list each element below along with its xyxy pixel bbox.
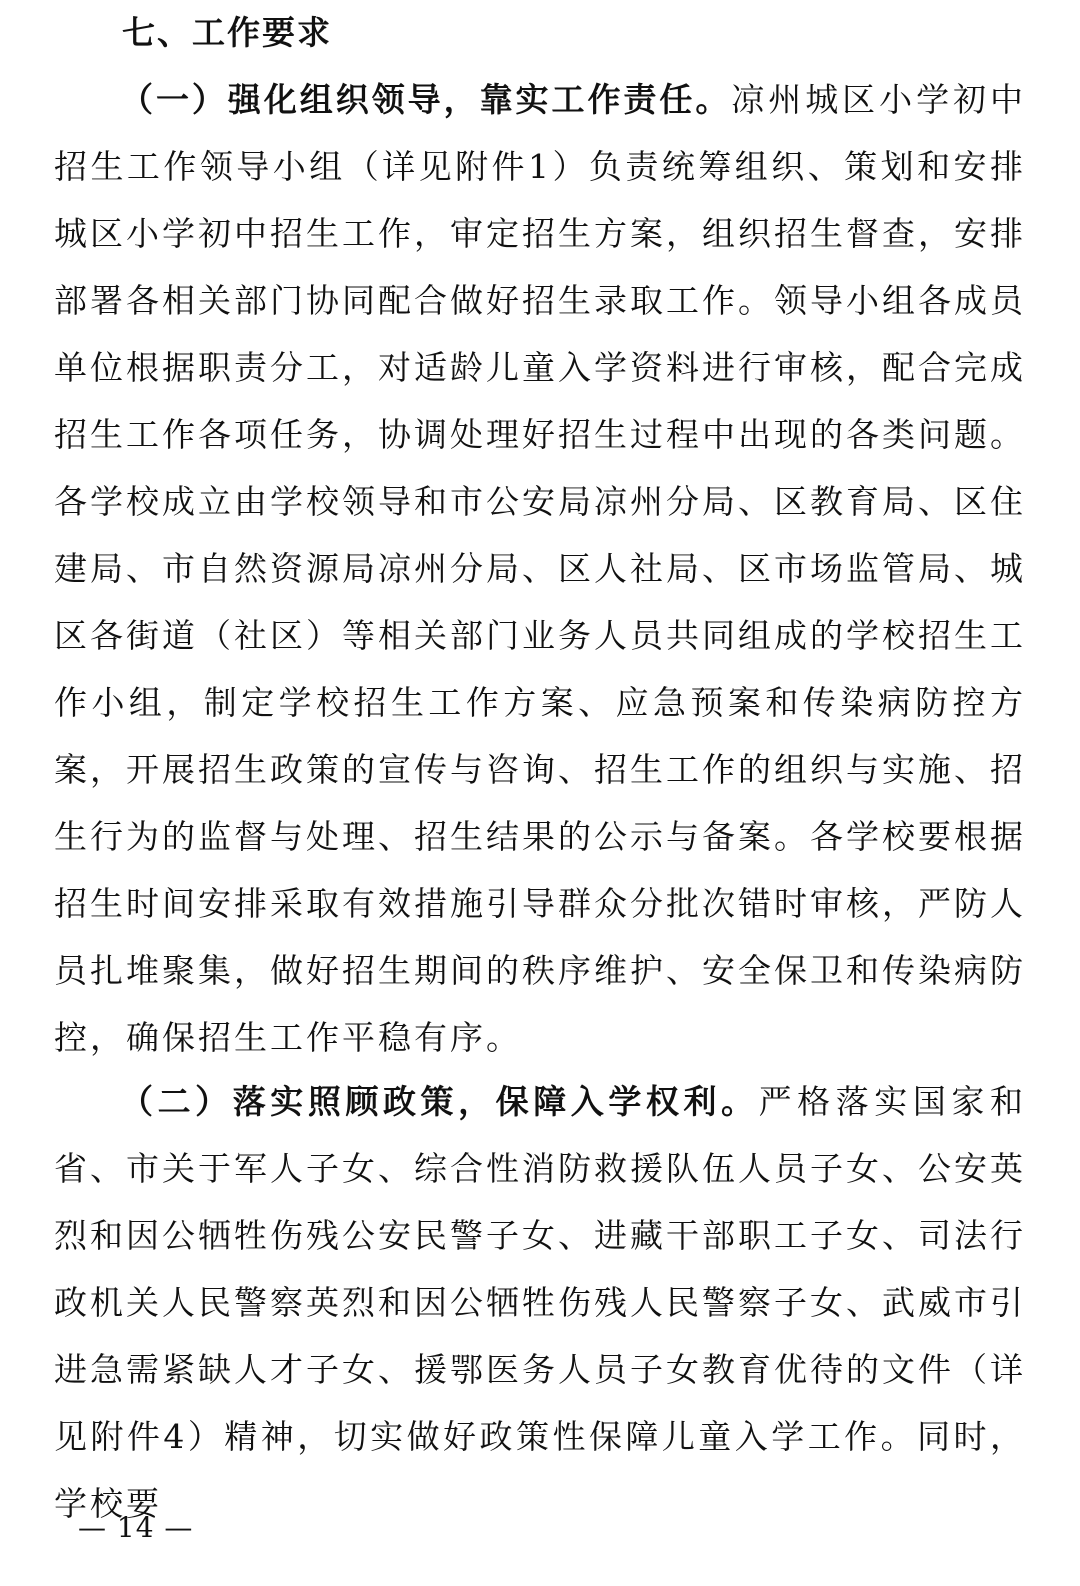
paragraph-2-lead: （二）落实照顾政策，保障入学权利。 [120,1082,759,1121]
paragraph-2-body: 严格落实国家和省、市关于军人子女、综合性消防救援队伍人员子女、公安英烈和因公牺牲伤残公安民警子女、进藏干部职工子女、司法行政机关人民警察英烈和因公牺牲伤残人民警察子女、武威市引进急需紧缺人才子女、援鄂医务人员子女教育优待的文件（详见附件4）精神，切实做好政策性保障儿童入学工作。同时，学校要 [54,1082,1027,1523]
section-heading: 七、工作要求 [122,13,332,52]
paragraph-1 [54,66,1026,1071]
page-number: — 14 — [78,1511,194,1544]
paragraph-1-body: 凉州城区小学初中招生工作领导小组（详见附件1）负责统筹组织、策划和安排城区小学初中招生工作，审定招生方案，组织招生督查，安排部署各相关部门协同配合做好招生录取工作。领导小组各成员单位根据职责分工，对适龄儿童入学资料进行审核，配合完成招生工作各项任务，协调处理好招生过程中出现的各类问题。各学校成立由学校领导和市公安局凉州分局、区教育局、区住建局、市自然资源局凉州分局、区人社局、区市场监管局、城区各街道（社区）等相关部门业务人员共同组成的学校招生工作小组，制定学校招生工作方案、应急预案和传染病防控方案，开展招生政策的宣传与咨询、招生工作的组织与实施、招生行为的监督与处理、招生结果的公示与备案。各学校要根据招生时间安排采取有效措施引导群众分批次错时审核，严防人员扎堆聚集，做好招生期间的秩序维护、安全保卫和传染病防控，确保招生工作平稳有序。 [54,80,1027,1057]
paragraph-1-lead: （一）强化组织领导，靠实工作责任。 [120,80,732,119]
paragraph-2 [54,1068,1026,1537]
